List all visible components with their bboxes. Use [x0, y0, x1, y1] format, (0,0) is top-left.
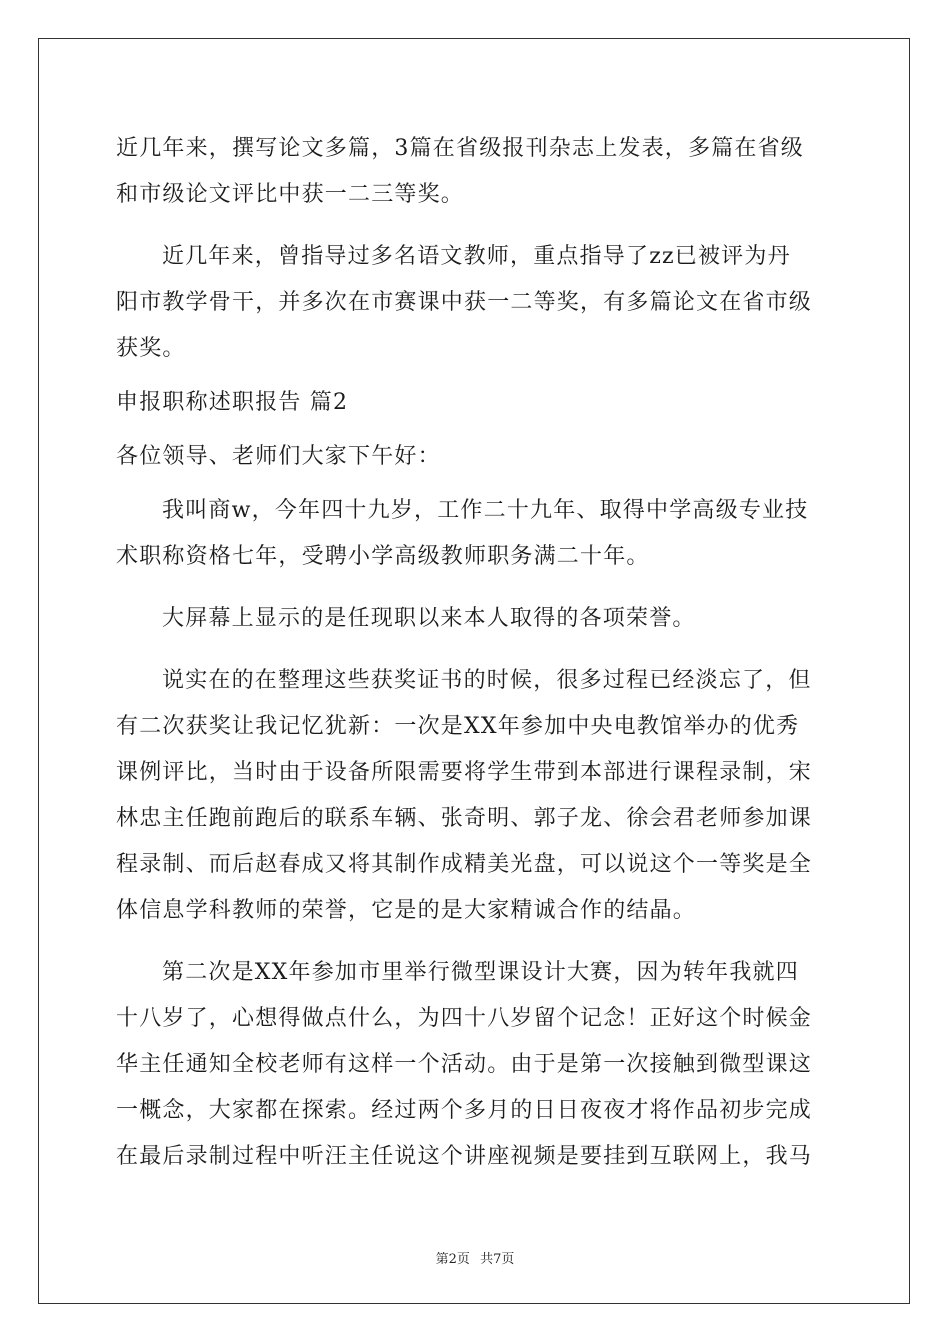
- page-footer: [0, 1248, 950, 1267]
- text-line: 近几年来，曾指导过多名语文教师，重点指导了zz已被评为丹: [162, 244, 791, 269]
- text-line: 在最后录制过程中听汪主任说这个讲座视频是要挂到互联网上，我马: [116, 1144, 813, 1169]
- text-line: 有二次获奖让我记忆犹新：一次是XX年参加中央电教馆举办的优秀: [116, 714, 800, 739]
- text-line: 近几年来，撰写论文多篇，3篇在省级报刊杂志上发表，多篇在省级: [116, 136, 804, 161]
- page-number: 第2页: [435, 1252, 470, 1267]
- document-body: [116, 126, 836, 1180]
- text-line: 程录制、而后赵春成又将其制作成精美光盘，可以说这个一等奖是全: [116, 852, 813, 877]
- page-total: 共7页: [480, 1252, 515, 1267]
- text-line: 获奖。: [116, 336, 186, 361]
- greeting: 各位领导、老师们大家下午好：: [116, 444, 441, 469]
- paragraph-intro: [116, 488, 836, 580]
- text-line: 华主任通知全校老师有这样一个活动。由于是第一次接触到微型课这: [116, 1052, 813, 1077]
- paragraph-second-award: [116, 950, 836, 1180]
- paragraph-honors: [116, 596, 836, 642]
- text-line: 林忠主任跑前跑后的联系车辆、张奇明、郭子龙、徐会君老师参加课: [116, 806, 813, 831]
- text-line: 术职称资格七年，受聘小学高级教师职务满二十年。: [116, 544, 650, 569]
- paragraph-first-award: [116, 658, 836, 934]
- text-line: 一概念，大家都在探索。经过两个多月的日日夜夜才将作品初步完成: [116, 1098, 813, 1123]
- text-line: 课例评比，当时由于设备所限需要将学生带到本部进行课程录制，宋: [116, 760, 813, 785]
- text-line: 和市级论文评比中获一二三等奖。: [116, 182, 465, 207]
- text-line: 大屏幕上显示的是任现职以来本人取得的各项荣誉。: [162, 606, 696, 631]
- section-heading: 申报职称述职报告 篇2: [116, 390, 349, 415]
- paragraph-mentoring: [116, 234, 836, 372]
- paragraph-papers: [116, 126, 836, 218]
- text-line: 体信息学科教师的荣誉，它是的是大家精诚合作的结晶。: [116, 898, 697, 923]
- text-line: 第二次是XX年参加市里举行微型课设计大赛，因为转年我就四: [162, 960, 799, 985]
- text-line: 十八岁了，心想得做点什么，为四十八岁留个记念！正好这个时候金: [116, 1006, 813, 1031]
- text-line: 说实在的在整理这些获奖证书的时候，很多过程已经淡忘了，但: [162, 668, 812, 693]
- text-line: 阳市教学骨干，并多次在市赛课中获一二等奖，有多篇论文在省市级: [116, 290, 813, 315]
- text-line: 我叫商w，今年四十九岁，工作二十九年、取得中学高级专业技: [162, 498, 809, 523]
